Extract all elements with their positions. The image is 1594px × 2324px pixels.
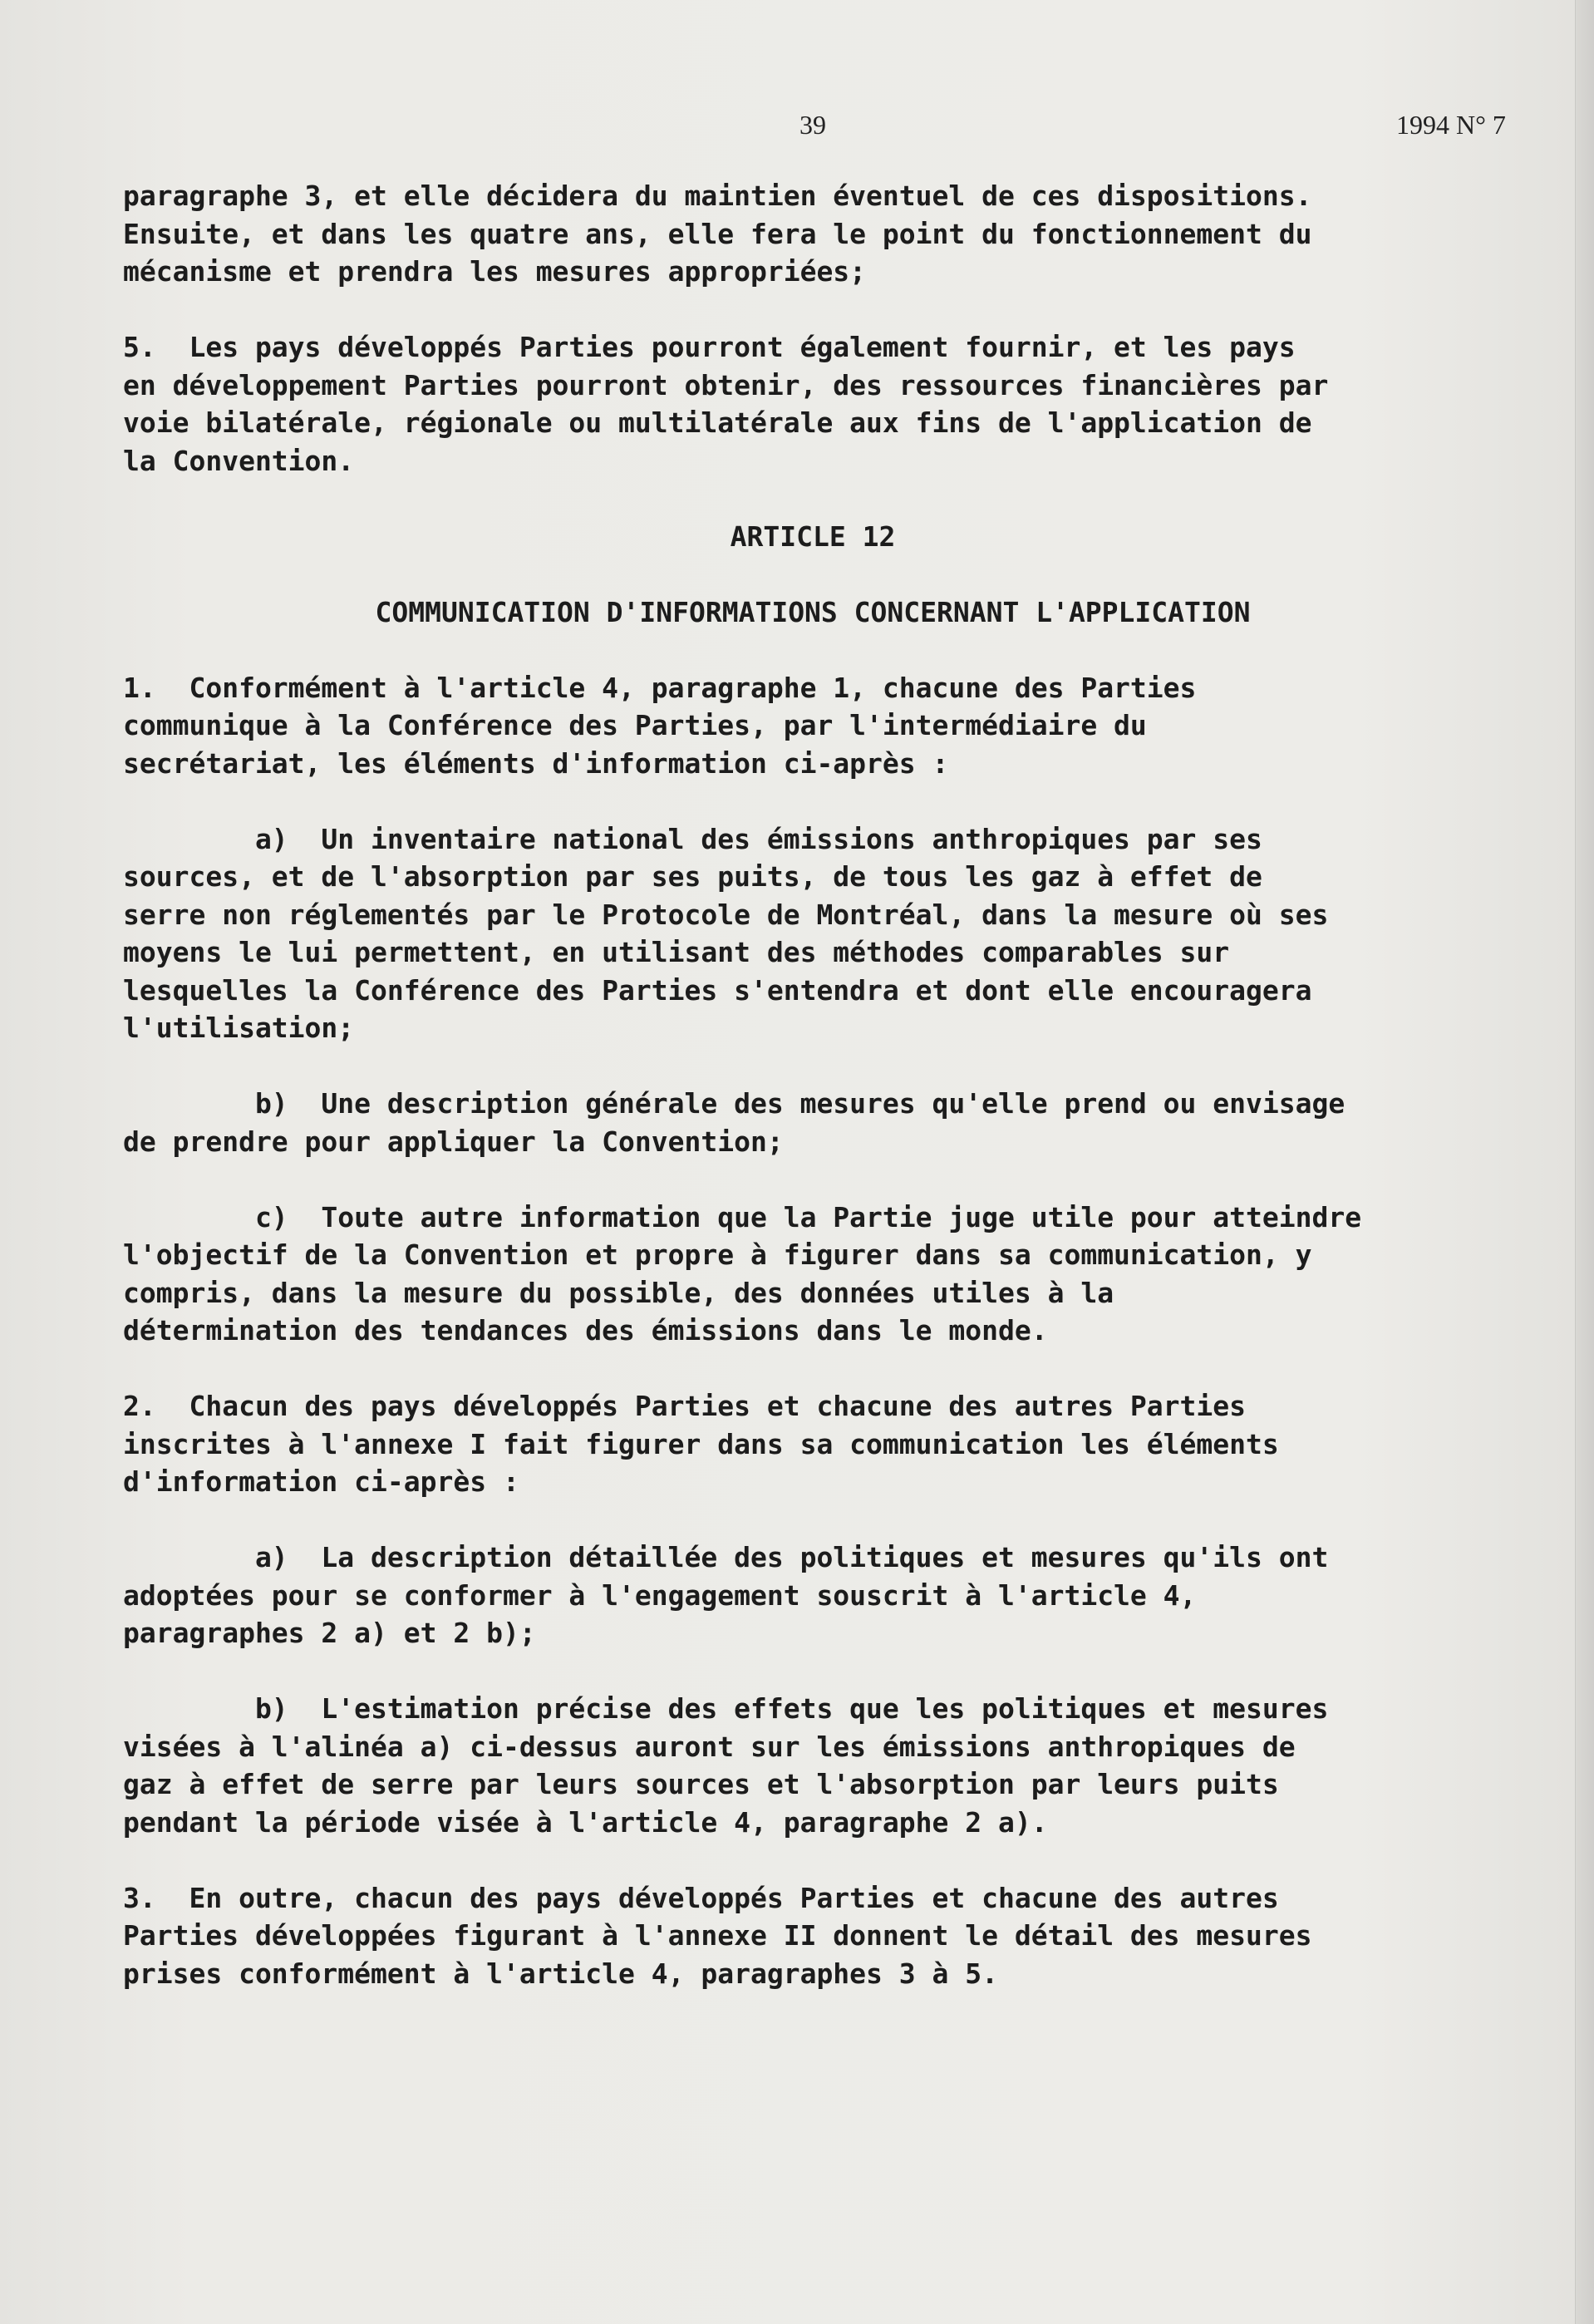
page-number: 39 [799,110,826,140]
text-line: 5. Les pays développés Parties pourront également fournir, et les pays [123,331,1296,363]
paragraph-3 [123,1879,1503,1993]
text-line: c) Toute autre information que la Partie juge utile pour atteindre [123,1200,1362,1233]
paragraph-2a [123,1539,1503,1652]
page-edge [1575,0,1594,2324]
text-line: lesquelles la Conférence des Parties s'entendra et dont elle encouragera [123,973,1312,1007]
text-line: a) La description détaillée des politiques et mesures qu'ils ont [123,1541,1329,1573]
document-body [123,177,1503,1992]
text-line: paragraphe 3, et elle décidera du maintien éventuel de ces dispositions. [123,180,1312,212]
text-line: b) Une description générale des mesures qu'elle prend ou envisage [123,1087,1346,1120]
text-line: pendant la période visée à l'article 4, paragraphe 2 a). [123,1805,1048,1839]
paragraph-1c [123,1199,1503,1350]
text-line: sources, et de l'absorption par ses puits, de tous les gaz à effet de [123,860,1262,893]
text-line: d'information ci-après : [123,1465,519,1498]
text-line: de prendre pour appliquer la Convention; [123,1125,784,1158]
text-line: l'objectif de la Convention et propre à figurer dans sa communication, y [123,1238,1312,1271]
paragraph-1a [123,820,1503,1047]
page-header [0,110,1594,146]
issue-number: 1994 N° 7 [1396,110,1506,140]
text-line: serre non réglementés par le Protocole de Montréal, dans la mesure où ses [123,898,1329,931]
text-line: 1. Conformément à l'article 4, paragraphe 1, chacune des Parties [123,671,1197,704]
text-line: en développement Parties pourront obtenir, des ressources financières par [123,368,1329,401]
paragraph-intro [123,177,1503,291]
text-line: secrétariat, les éléments d'information ci-après : [123,746,949,780]
text-line: gaz à effet de serre par leurs sources et l'absorption par leurs puits [123,1768,1279,1800]
text-line: la Convention. [123,444,355,477]
text-line: mécanisme et prendra les mesures appropriées; [123,255,867,288]
article-subtitle: COMMUNICATION D'INFORMATIONS CONCERNANT L'APPLICATION [375,595,1251,628]
text-line: voie bilatérale, régionale ou multilatérale aux fins de l'application de [123,406,1312,439]
text-line: communique à la Conférence des Parties, par l'intermédiaire du [123,709,1147,741]
text-line: l'utilisation; [123,1012,355,1044]
text-line: adoptées pour se conformer à l'engagement souscrit à l'article 4, [123,1578,1197,1612]
text-line: compris, dans la mesure du possible, des données utiles à la [123,1276,1114,1309]
paragraph-1 [123,669,1503,783]
text-line: moyens le lui permettent, en utilisant des méthodes comparables sur [123,936,1230,968]
text-line: Parties développées figurant à l'annexe II donnent le détail des mesures [123,1919,1312,1952]
text-line: paragraphes 2 a) et 2 b); [123,1617,536,1649]
text-line: 3. En outre, chacun des pays développés Parties et chacune des autres [123,1881,1279,1914]
text-line: a) Un inventaire national des émissions anthropiques par ses [123,822,1262,855]
text-line: détermination des tendances des émissions dans le monde. [123,1314,1048,1347]
text-line: visées à l'alinéa a) ci-dessus auront sur les émissions anthropiques de [123,1730,1296,1763]
text-line: Ensuite, et dans les quatre ans, elle fera le point du fonctionnement du [123,217,1312,250]
paragraph-5 [123,328,1503,480]
text-line: inscrites à l'annexe I fait figurer dans sa communication les éléments [123,1427,1279,1460]
text-line: b) L'estimation précise des effets que les politiques et mesures [123,1692,1329,1725]
text-line: prises conformément à l'article 4, paragraphes 3 à 5. [123,1957,998,1990]
text-line: 2. Chacun des pays développés Parties et chacune des autres Parties [123,1390,1247,1422]
paragraph-2b [123,1690,1503,1841]
paragraph-1b [123,1085,1503,1160]
paragraph-2 [123,1387,1503,1501]
article-title: ARTICLE 12 [730,519,896,553]
